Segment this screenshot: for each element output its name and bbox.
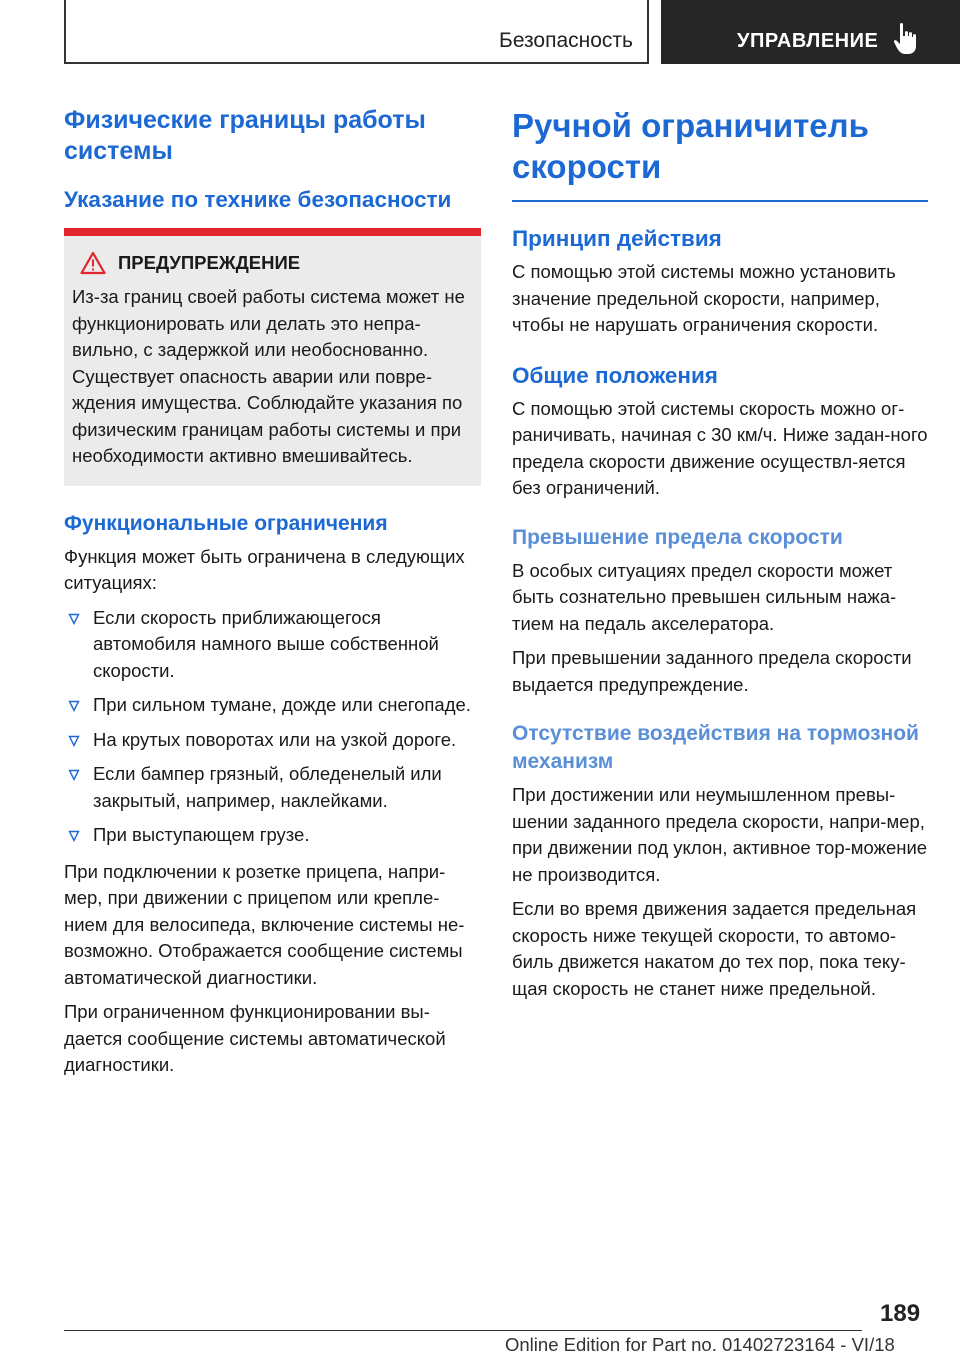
functional-limits-intro: Функция может быть ограничена в следующих ситуациях: <box>64 545 465 593</box>
general-text: С помощью этой системы скорость можно ог-раничивать, начиная с 30 км/ч. Ниже задан-ного предела скорости движение осуществл-яется без ограничений. <box>512 397 928 498</box>
triangle-bullet-icon <box>68 613 80 625</box>
list-item <box>64 692 481 719</box>
limits-list <box>64 605 481 849</box>
triangle-bullet-icon <box>68 735 80 747</box>
header-chapter-tab <box>661 0 960 64</box>
speed-limiter-title: Ручной ограничитель скорости <box>512 107 869 185</box>
coasting-text: Если во время движения задается предельная скорость ниже текущей скорости, то автомо-биль движется накатом до тех пор, пока теку-щая скорость не станет ниже предельной. <box>512 898 917 999</box>
list-item-text: На крутых поворотах или на узкой дороге. <box>93 728 457 750</box>
limited-function-paragraph: При ограниченном функционировании вы-дается сообщение системы автоматической диагностики. <box>64 1001 446 1075</box>
safety-note-heading: Указание по технике безопасности <box>64 187 452 212</box>
principle-heading: Принцип действия <box>512 226 722 251</box>
warning-text: Из-за границ своей работы система может не функционировать или делать это непра-вильно, с задержкой или необоснованно. Существует опасность аварии или повре-ждения имущества. Соблюдайте указания по физическим границам работы системы и при необходимости активно вмешивайтесь. <box>72 286 465 466</box>
header-section-box <box>64 0 649 64</box>
warning-title-row <box>72 250 473 276</box>
warning-triangle-icon <box>80 251 106 275</box>
footer-rule <box>64 1330 862 1331</box>
system-limits-heading: Физические границы работы системы <box>64 106 426 165</box>
functional-limits-heading: Функциональные ограничения <box>64 511 388 535</box>
list-item-text: При сильном тумане, дожде или снегопаде. <box>93 694 471 715</box>
no-brake-text: При достижении или неумышленном превы-шении заданного предела скорости, напри-мер, при движении под уклон, активное тор-можение не производится. <box>512 784 928 885</box>
list-item-text: При выступающем грузе. <box>93 824 310 845</box>
right-column <box>512 105 928 1002</box>
pointing-hand-icon <box>893 22 921 56</box>
title-underline <box>512 200 928 202</box>
principle-text: С помощью этой системы можно установить значение предельной скорости, например, чтобы не нарушать ограничения скорости. <box>512 261 896 335</box>
list-item <box>64 761 481 814</box>
list-item <box>64 605 481 685</box>
triangle-bullet-icon <box>68 769 80 781</box>
no-brake-heading: Отсутствие воздействия на тормозной механизм <box>512 722 919 773</box>
warning-title: ПРЕДУПРЕЖДЕНИЕ <box>118 252 301 273</box>
exceed-warning-text: При превышении заданного предела скорости выдается предупреждение. <box>512 647 912 695</box>
warning-bar <box>64 228 481 236</box>
page-number: 189 <box>880 1300 921 1327</box>
triangle-bullet-icon <box>68 700 80 712</box>
header-chapter-title: УПРАВЛЕНИЕ <box>737 30 879 52</box>
triangle-bullet-icon <box>68 830 80 842</box>
list-item <box>64 822 481 849</box>
trailer-paragraph: При подключении к розетке прицепа, напри-мер, при движении с прицепом или крепле-нием для велосипеда, включение системы не-возможно. Отображается сообщение системы автоматической диагностики. <box>64 860 465 988</box>
list-item <box>64 727 481 754</box>
header-section-title: Безопасность <box>499 29 633 52</box>
left-column <box>64 105 481 1079</box>
list-item-text: Если бампер грязный, обледенелый или закрытый, например, наклейками. <box>93 763 442 811</box>
list-item-text: Если скорость приближающегося автомобиля намного выше собственной скорости. <box>93 606 439 681</box>
general-heading: Общие положения <box>512 362 718 388</box>
exceed-limit-heading: Превышение предела скорости <box>512 525 843 549</box>
exceed-limit-text: В особых ситуациях предел скорости может быть сознательно превышен сильным нажа-тием на педаль акселератора. <box>512 559 897 634</box>
footer-edition: Online Edition for Part no. 01402723164 - VI/18 <box>505 1334 895 1355</box>
warning-box <box>64 236 481 486</box>
